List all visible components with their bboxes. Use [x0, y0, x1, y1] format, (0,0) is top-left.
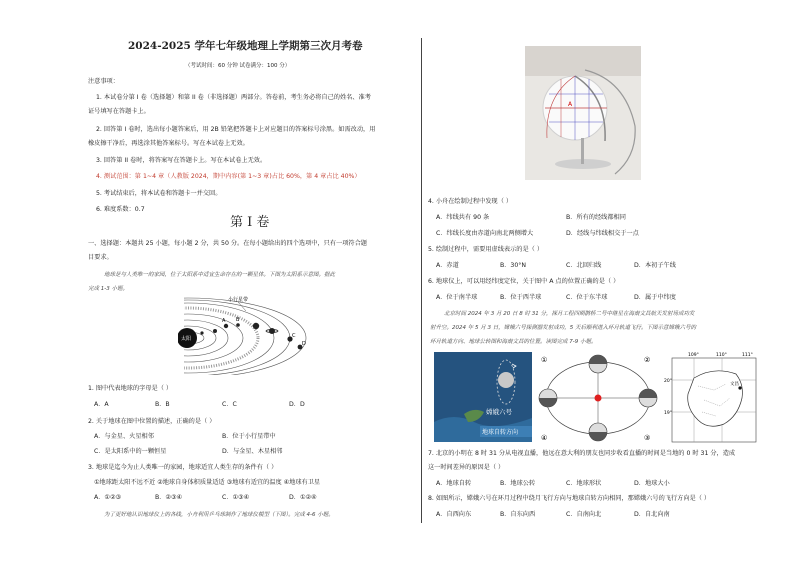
rotation-direction-label: 地球自转方向: [482, 429, 519, 436]
q5-option-a[interactable]: A．赤道: [436, 262, 459, 269]
q2-option-c[interactable]: C．是太阳系中的一颗恒星: [94, 448, 167, 455]
orbit-position-2: ②: [644, 356, 651, 364]
map-lon-109: 109°: [688, 353, 699, 358]
q6-option-c[interactable]: C．位于东半球: [566, 294, 608, 301]
notice-line: 1. 本试卷分第 I 卷（选择题）和第 II 卷（非选择题）两部分。答卷前，考生务必将自己的姓名、准考: [96, 94, 371, 101]
q3-items: ①地球距太阳不远不近 ②地球自身体积质量适适 ③地球有适宜的温度 ④地球有卫星: [94, 479, 321, 486]
q2-option-b[interactable]: B．位于小行星带中: [222, 433, 276, 440]
notice-line: 6. 难度系数：0.7: [96, 206, 145, 213]
q6-option-d[interactable]: D．属于中纬度: [634, 294, 676, 301]
instruction-line: 目要求。: [88, 254, 113, 261]
planet-b-icon: [236, 323, 240, 327]
q3-option-b[interactable]: B．②③④: [155, 494, 183, 501]
instruction-line: 一、选择题：本题共 25 小题，每小题 2 分，共 50 分。在每小题给出的四个选项中，只有一项符合题: [88, 240, 367, 247]
question-4-stem: 4. 小舟在绘制过程中发现（ ）: [428, 198, 513, 205]
passage-line: 射升空。2024 年 5 月 3 日，嫦娥六号探测器发射成功，5 天后顺利进入环月轨道飞行。下图示意嫦娥六号的: [430, 325, 696, 331]
notice-heading: 注意事项：: [88, 78, 119, 85]
q1-option-c[interactable]: C．C: [222, 401, 237, 408]
sun-label: 太阳: [181, 336, 192, 342]
q5-option-b[interactable]: B．30°N: [500, 262, 527, 269]
passage-line: 为了更好地认识地球仪上的各线，小舟利用乒乓球制作了地球仪模型（下图）。完成 4-6 小题。: [104, 512, 334, 518]
q1-option-a[interactable]: A．A: [94, 401, 109, 408]
q7-option-d[interactable]: D．地球大小: [634, 480, 670, 487]
passage-line: 北京时间 2024 年 3 月 20 日 8 时 31 分，探月工程四期鹊桥二号中继星在海南文昌航天发射场成功发: [444, 311, 695, 317]
globe-photo: [525, 46, 641, 180]
diagram-label-a: A: [222, 318, 226, 324]
question-8-stem: 8. 如图所示，嫦娥六号在环月过程中绕月飞行方向与地球自转方向相同，那嫦娥六号的飞行方向是（ ）: [428, 495, 711, 502]
passage-line: 地球是与人类唯一的家园，位于太阳系中适宜生命存在的一颗星体。下图为太阳系示意图。据此: [104, 272, 336, 278]
earth-orbit-diagram: [536, 350, 660, 444]
map-lat-19: 19°: [664, 411, 672, 416]
globe-point-a-label: A: [568, 101, 573, 108]
q5-option-c[interactable]: C．北回归线: [566, 262, 602, 269]
q4-option-b[interactable]: B．所有的经线都相同: [566, 214, 626, 221]
q3-option-c[interactable]: C．①③④: [222, 494, 250, 501]
q1-option-b[interactable]: B．B: [155, 401, 170, 408]
notice-line: 5. 考试结束后，将本试卷和答题卡一并交回。: [96, 190, 222, 197]
question-3-stem: 3. 地球是迄今为止人类唯一的家园，地球适宜人类生存的条件有（ ）: [88, 464, 278, 471]
asteroid-belt-label: 小行星带: [228, 297, 249, 303]
q7-option-c[interactable]: C．地球形状: [566, 480, 602, 487]
hainan-map: [664, 350, 760, 446]
q1-option-d[interactable]: D．D: [289, 401, 305, 408]
q4-option-a[interactable]: A．纬线共有 90 条: [436, 214, 490, 221]
sun-icon: [595, 395, 602, 402]
question-6-stem: 6. 地球仪上，可以用经纬度定位，关于图中 A 点的位置正确的是（ ）: [428, 278, 620, 285]
q6-option-b[interactable]: B．位于西半球: [500, 294, 542, 301]
map-city-label: 文昌: [730, 382, 739, 387]
q2-option-a[interactable]: A．与金星、火星相邻: [94, 433, 154, 440]
change-six-label: 嫦娥六号: [486, 408, 512, 416]
q7-option-a[interactable]: A．地球自转: [436, 480, 472, 487]
orbit-position-1: ①: [541, 356, 548, 364]
q3-option-d[interactable]: D．①②④: [289, 494, 317, 501]
q2-option-d[interactable]: D．与金星、木星相邻: [222, 448, 283, 455]
map-lon-110: 110°: [716, 353, 727, 358]
notice-line: 2. 回答第 I 卷时，选出每小题答案后，用 2B 铅笔把答题卡上对应题目的答案标号涂黑。如需改动，用: [96, 126, 376, 133]
notice-line: 证号填写在答题卡上。: [88, 108, 150, 115]
page-title: 2024-2025 学年七年级地理上学期第三次月考卷: [128, 40, 363, 52]
passage-line: 完成 1-3 小题。: [88, 286, 128, 292]
question-1-stem: 1. 图中代表地球的字母是（ ）: [88, 385, 173, 392]
notice-line: 3. 回答第 II 卷时，将答案写在答题卡上。写在本试卷上无效。: [96, 157, 267, 164]
page-subtitle: （考试时间：60 分钟 试卷满分：100 分）: [185, 63, 291, 69]
change-six-photo: [434, 352, 532, 442]
passage-line: 环月轨道方向、地球公转图和海南文昌的位置。读图完成 7-9 小题。: [430, 339, 597, 345]
q4-option-c[interactable]: C．纬线长度由赤道向南北两侧增大: [436, 230, 534, 237]
q7-option-b[interactable]: B．地球公转: [500, 480, 536, 487]
q5-option-d[interactable]: D．本初子午线: [634, 262, 676, 269]
diagram-label-b: B: [236, 317, 240, 323]
q3-option-a[interactable]: A．①②③: [94, 494, 122, 501]
solar-system-diagram: [178, 293, 318, 375]
planet-a-icon: [224, 324, 228, 328]
diagram-label-d: D: [302, 341, 306, 347]
question-7-stem: 7. 北京的小明在 8 时 31 分从电视直播，他远在意大利的朋友也同步收看直播的时间是当地的 0 时 31 分，造成: [428, 450, 736, 457]
question-2-stem: 2. 关于地球在图中位置的描述，正确的是（ ）: [88, 418, 216, 425]
orbit-position-4: ④: [541, 434, 548, 442]
section-title: 第 I 卷: [230, 215, 270, 230]
q8-option-b[interactable]: B．自东向西: [500, 511, 536, 518]
question-7-stem-cont: 这一时间差异的原因是（ ）: [428, 464, 505, 471]
notice-line: 橡皮擦干净后，再选涂其他答案标号。写在本试卷上无效。: [88, 140, 249, 147]
q6-option-a[interactable]: A．位于南半球: [436, 294, 478, 301]
orbit-position-3: ③: [644, 434, 651, 442]
diagram-label-c: C: [292, 333, 296, 339]
q4-option-d[interactable]: D．经线与纬线相交于一点: [566, 230, 639, 237]
notice-line-scope: 4. 测试范围：第 1~4 章（人教版 2024，期中内容(第 1~3 章)占比 60%，第 4 章占比 40%）: [96, 173, 361, 180]
q8-option-d[interactable]: D．自北向南: [634, 511, 670, 518]
column-divider: [421, 38, 422, 523]
map-lat-20: 20°: [664, 379, 672, 384]
q8-option-a[interactable]: A．自西向东: [436, 511, 472, 518]
question-5-stem: 5. 绘制过程中，需要用虚线表示的是（ ）: [428, 246, 544, 253]
q8-option-c[interactable]: C．自南向北: [566, 511, 602, 518]
map-lon-111: 111°: [742, 353, 753, 358]
